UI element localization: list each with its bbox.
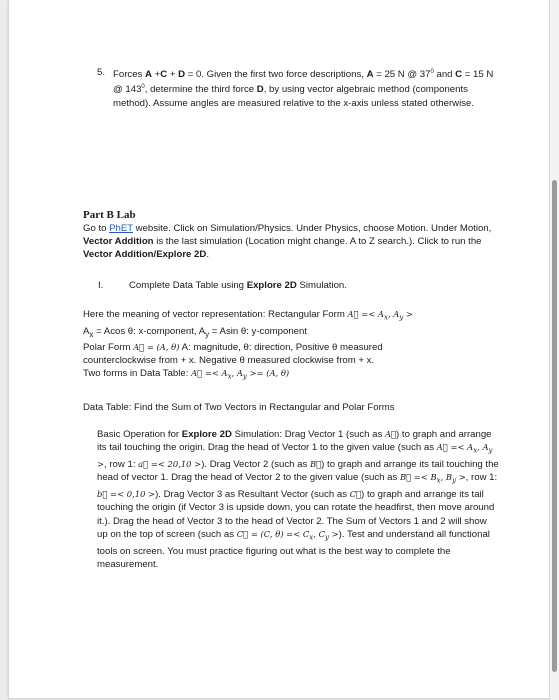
question-number: 5.: [97, 67, 106, 78]
meaning-line: Here the meaning of vector representation: Rectangular Form A⃗ =< $A_x$, $A_y$ >: [83, 309, 413, 322]
data-table-heading: Data Table: Find the Sum of Two Vectors in Rectangular and Polar Forms: [83, 402, 395, 413]
meaning-line: $A_x = Acos$ θ: x-component, $A_y = Asin$ θ: y-component: [83, 325, 307, 339]
intro-prefix: Go to: [83, 223, 110, 234]
intro-text: website. Click on Simulation/Physics. Under Physics, choose Motion. Under Motion, Vector Addition is the last simulation (Location might change. A to Z search.). Click to run the Vector Addition/Explore 2D.: [83, 223, 492, 261]
part-b-intro: [83, 222, 493, 262]
list-item-text: Complete Data Table using Explore 2D Simulation.: [129, 280, 347, 291]
part-b-heading: Part B Lab: [83, 209, 136, 221]
scrollbar-thumb[interactable]: [552, 180, 557, 672]
meaning-line: counterclockwise from + x. Negative θ measured clockwise from + x.: [83, 355, 375, 367]
list-item-1: [98, 279, 347, 292]
meaning-line: Polar Form A⃗ = (A, θ) A: magnitude, θ: direction, Positive θ measured: [83, 341, 383, 353]
document-page: [8, 0, 550, 699]
question-5: [97, 66, 497, 110]
vertical-scrollbar[interactable]: [550, 0, 559, 700]
list-item-label: I.: [98, 280, 104, 291]
basic-operation-instructions: Basic Operation for Explore 2D Simulation: Drag Vector 1 (such as A⃗) to graph and arrange its tail touching the origin. Drag the head of Vector 1 to the given value (such as A⃗ =< $A_x$, $A_y$ >, row 1: a⃗ =< 20,10 >). Drag Vector 2 (such as B⃗) to graph and arrange its tail touching the head of vector 1. Drag the head of Vector 2 to the given value (such as B⃗ =< $B_x$, $B_y$ >, row 1: b⃗ =< 0,10 >). Drag Vector 3 as Resultant Vector (such as C⃗) to graph and arrange its tail touching the origin (if Vector 3 is upside down, you can rotate the headfirst, then move around it.). Drag the head of Vector 3 to the head of Vector 2. The Sum of Vectors 1 and 2 will show up on the top of screen (such as C⃗ = (C, $\theta) =< C_x$, $C_y$ >). Test and understand all functional tools on screen. You must practice figuring out what is the best way to complete the measurement.: [97, 429, 499, 570]
phet-link[interactable]: PhET: [109, 223, 133, 234]
question-5-text: Forces A +C + D = 0. Given the first two force descriptions, A = 25 N @ $37^0$ and C = 15 N @ $143^0$, determine the third force D, by using vector algebraic method (components method). Assume angles are measured relative to the x-axis unless stated otherwise.: [113, 69, 494, 109]
vector-representation-meaning: [83, 308, 503, 384]
meaning-line: Two forms in Data Table: A⃗ =< $A_x$, $A_y >= (A$, θ): [83, 368, 290, 382]
